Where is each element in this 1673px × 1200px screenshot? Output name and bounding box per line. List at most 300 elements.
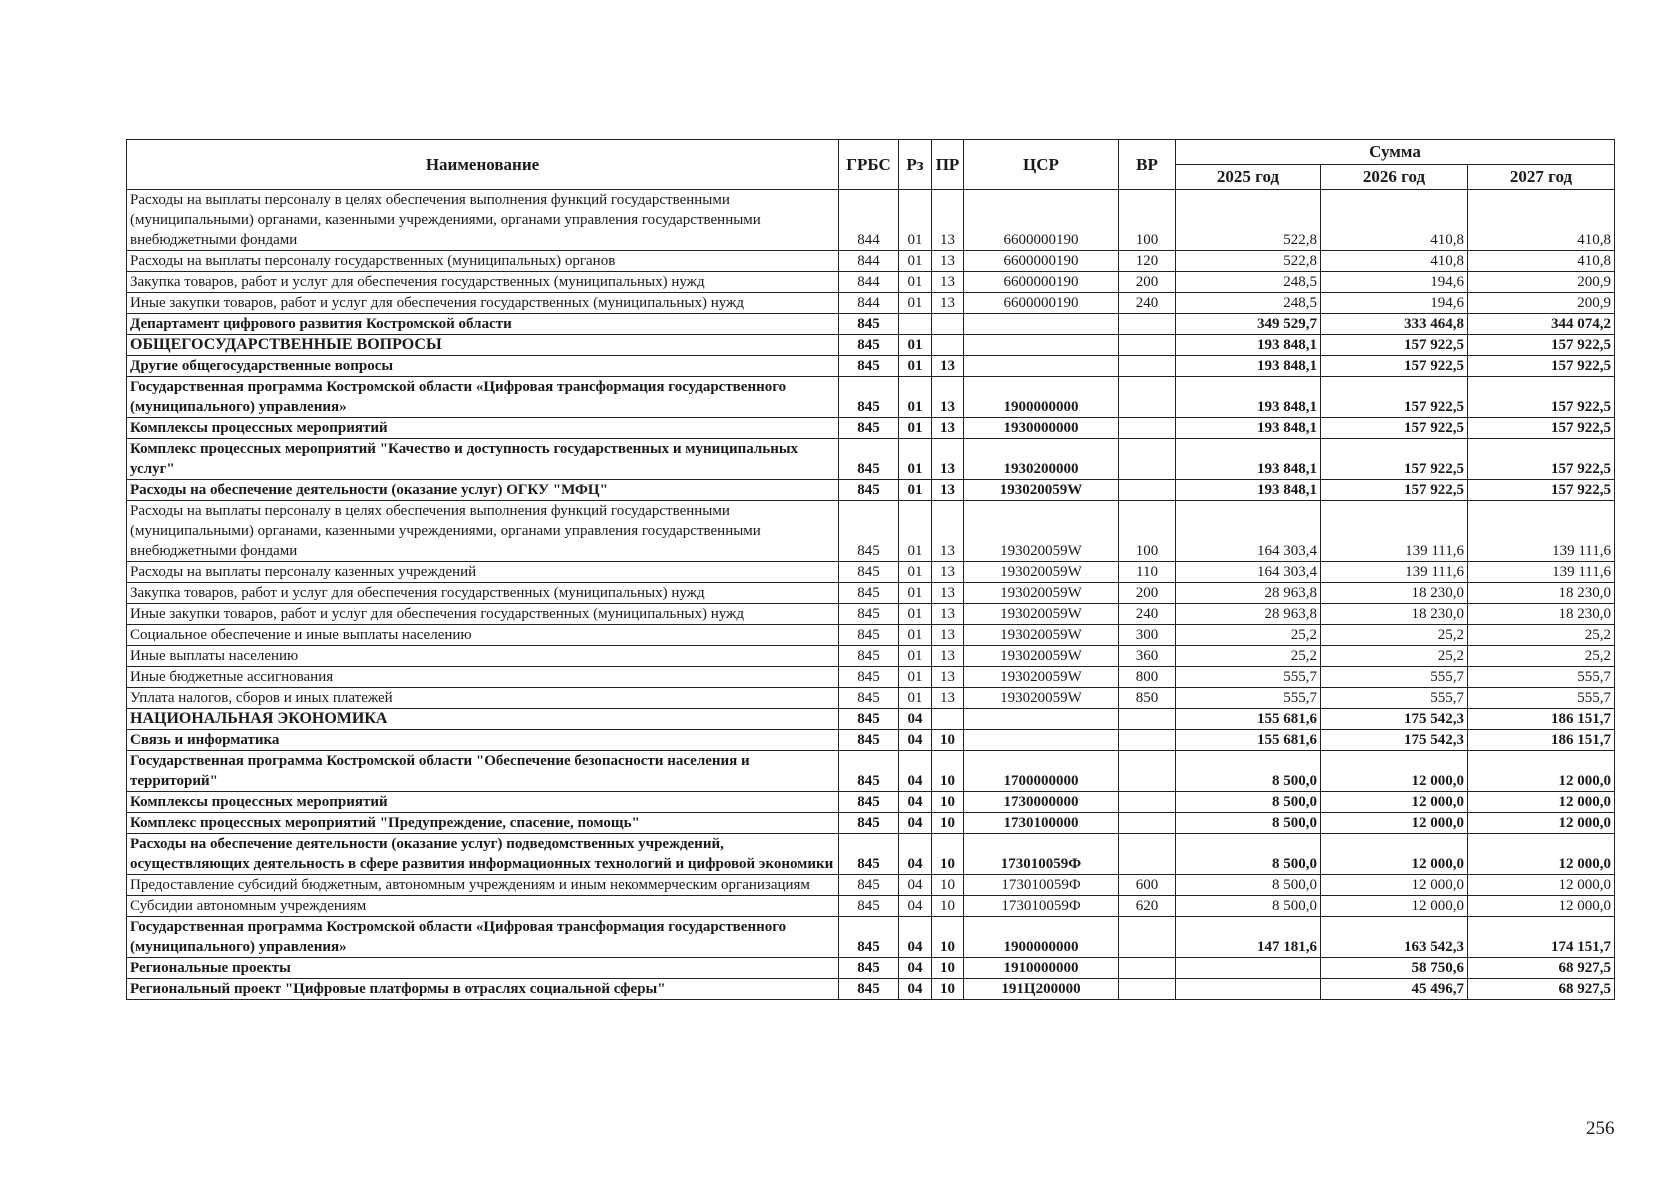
cell-vr <box>1119 979 1176 1000</box>
cell-grbs: 845 <box>839 834 899 875</box>
cell-sum-2026: 157 922,5 <box>1321 335 1468 356</box>
cell-sum-2026: 139 111,6 <box>1321 501 1468 562</box>
cell-name: Региональные проекты <box>127 958 839 979</box>
cell-sum-2026: 12 000,0 <box>1321 792 1468 813</box>
cell-rz: 04 <box>899 813 932 834</box>
cell-name: Закупка товаров, работ и услуг для обеспечения государственных (муниципальных) нужд <box>127 583 839 604</box>
cell-sum-2027: 344 074,2 <box>1468 314 1615 335</box>
cell-sum-2026: 157 922,5 <box>1321 377 1468 418</box>
cell-sum-2027: 139 111,6 <box>1468 562 1615 583</box>
cell-pr: 13 <box>932 562 964 583</box>
cell-csr: 6600000190 <box>964 190 1119 251</box>
cell-rz: 04 <box>899 834 932 875</box>
table-row <box>127 314 1615 335</box>
table-row <box>127 625 1615 646</box>
cell-name: Закупка товаров, работ и услуг для обеспечения государственных (муниципальных) нужд <box>127 272 839 293</box>
table-header-row <box>127 140 1615 165</box>
header-2027: 2027 год <box>1468 165 1615 190</box>
cell-rz: 01 <box>899 562 932 583</box>
cell-name: НАЦИОНАЛЬНАЯ ЭКОНОМИКА <box>127 709 839 730</box>
cell-grbs: 845 <box>839 751 899 792</box>
cell-pr: 10 <box>932 958 964 979</box>
header-2025: 2025 год <box>1176 165 1321 190</box>
cell-grbs: 845 <box>839 335 899 356</box>
cell-sum-2025: 555,7 <box>1176 688 1321 709</box>
cell-grbs: 845 <box>839 501 899 562</box>
table-row <box>127 730 1615 751</box>
cell-pr: 13 <box>932 439 964 480</box>
cell-rz: 01 <box>899 688 932 709</box>
cell-grbs: 844 <box>839 190 899 251</box>
table-row <box>127 667 1615 688</box>
cell-rz: 01 <box>899 625 932 646</box>
cell-name: Иные выплаты населению <box>127 646 839 667</box>
cell-name: Иные закупки товаров, работ и услуг для обеспечения государственных (муниципальных) нужд <box>127 604 839 625</box>
cell-sum-2027: 157 922,5 <box>1468 480 1615 501</box>
cell-sum-2027: 157 922,5 <box>1468 439 1615 480</box>
header-name: Наименование <box>127 140 839 190</box>
cell-rz: 01 <box>899 501 932 562</box>
table-row <box>127 646 1615 667</box>
table-row <box>127 896 1615 917</box>
cell-grbs: 845 <box>839 604 899 625</box>
cell-rz: 01 <box>899 439 932 480</box>
cell-sum-2026: 194,6 <box>1321 293 1468 314</box>
cell-sum-2026: 333 464,8 <box>1321 314 1468 335</box>
cell-sum-2026: 25,2 <box>1321 625 1468 646</box>
cell-rz: 04 <box>899 875 932 896</box>
cell-pr: 10 <box>932 875 964 896</box>
table-row <box>127 418 1615 439</box>
cell-pr: 10 <box>932 896 964 917</box>
cell-pr: 13 <box>932 480 964 501</box>
header-2026: 2026 год <box>1321 165 1468 190</box>
cell-sum-2026: 410,8 <box>1321 251 1468 272</box>
cell-csr: 1730100000 <box>964 813 1119 834</box>
cell-pr: 10 <box>932 792 964 813</box>
cell-sum-2027: 12 000,0 <box>1468 875 1615 896</box>
cell-sum-2026: 555,7 <box>1321 688 1468 709</box>
cell-sum-2025: 8 500,0 <box>1176 875 1321 896</box>
cell-sum-2025: 193 848,1 <box>1176 356 1321 377</box>
cell-sum-2027: 157 922,5 <box>1468 418 1615 439</box>
cell-pr <box>932 335 964 356</box>
cell-rz: 04 <box>899 792 932 813</box>
cell-pr: 13 <box>932 418 964 439</box>
cell-vr: 800 <box>1119 667 1176 688</box>
cell-sum-2025: 193 848,1 <box>1176 377 1321 418</box>
header-rz: Рз <box>899 140 932 190</box>
cell-pr <box>932 314 964 335</box>
cell-sum-2026: 410,8 <box>1321 190 1468 251</box>
cell-sum-2027: 555,7 <box>1468 688 1615 709</box>
cell-sum-2027: 200,9 <box>1468 272 1615 293</box>
cell-sum-2026: 194,6 <box>1321 272 1468 293</box>
cell-sum-2026: 157 922,5 <box>1321 480 1468 501</box>
cell-csr: 193020059W <box>964 646 1119 667</box>
table-row <box>127 792 1615 813</box>
cell-sum-2027: 139 111,6 <box>1468 501 1615 562</box>
cell-sum-2027: 12 000,0 <box>1468 834 1615 875</box>
cell-vr: 100 <box>1119 190 1176 251</box>
cell-pr: 10 <box>932 813 964 834</box>
cell-pr: 13 <box>932 583 964 604</box>
cell-sum-2026: 12 000,0 <box>1321 896 1468 917</box>
cell-csr: 6600000190 <box>964 251 1119 272</box>
cell-vr <box>1119 730 1176 751</box>
cell-vr: 200 <box>1119 272 1176 293</box>
cell-sum-2025: 248,5 <box>1176 272 1321 293</box>
cell-name: Иные бюджетные ассигнования <box>127 667 839 688</box>
cell-rz: 01 <box>899 272 932 293</box>
cell-sum-2025: 28 963,8 <box>1176 604 1321 625</box>
cell-vr <box>1119 356 1176 377</box>
cell-vr <box>1119 917 1176 958</box>
cell-pr: 13 <box>932 272 964 293</box>
cell-grbs: 845 <box>839 583 899 604</box>
cell-pr <box>932 709 964 730</box>
cell-sum-2025: 147 181,6 <box>1176 917 1321 958</box>
cell-csr: 193020059W <box>964 625 1119 646</box>
cell-sum-2025: 8 500,0 <box>1176 813 1321 834</box>
cell-sum-2025: 193 848,1 <box>1176 335 1321 356</box>
cell-pr: 13 <box>932 251 964 272</box>
cell-vr: 300 <box>1119 625 1176 646</box>
header-sum: Сумма <box>1176 140 1615 165</box>
cell-sum-2027: 12 000,0 <box>1468 813 1615 834</box>
cell-vr: 100 <box>1119 501 1176 562</box>
cell-rz: 01 <box>899 377 932 418</box>
cell-grbs: 845 <box>839 813 899 834</box>
cell-vr <box>1119 813 1176 834</box>
cell-sum-2025: 555,7 <box>1176 667 1321 688</box>
table-body <box>127 190 1615 1000</box>
cell-csr <box>964 314 1119 335</box>
cell-csr: 1700000000 <box>964 751 1119 792</box>
cell-sum-2027: 18 230,0 <box>1468 604 1615 625</box>
cell-grbs: 845 <box>839 562 899 583</box>
cell-rz: 04 <box>899 730 932 751</box>
cell-name: Комплексы процессных мероприятий <box>127 418 839 439</box>
cell-csr: 173010059Ф <box>964 834 1119 875</box>
cell-csr <box>964 709 1119 730</box>
cell-vr: 240 <box>1119 604 1176 625</box>
table-row <box>127 709 1615 730</box>
cell-csr: 193020059W <box>964 583 1119 604</box>
cell-csr: 1900000000 <box>964 917 1119 958</box>
cell-sum-2027: 186 151,7 <box>1468 730 1615 751</box>
cell-sum-2026: 25,2 <box>1321 646 1468 667</box>
cell-csr <box>964 335 1119 356</box>
cell-grbs: 845 <box>839 792 899 813</box>
table-row <box>127 834 1615 875</box>
cell-sum-2026: 58 750,6 <box>1321 958 1468 979</box>
cell-pr: 13 <box>932 190 964 251</box>
cell-sum-2026: 12 000,0 <box>1321 751 1468 792</box>
cell-csr: 1930000000 <box>964 418 1119 439</box>
cell-rz: 04 <box>899 709 932 730</box>
cell-grbs: 845 <box>839 896 899 917</box>
cell-sum-2025 <box>1176 979 1321 1000</box>
cell-sum-2026: 139 111,6 <box>1321 562 1468 583</box>
table-row <box>127 356 1615 377</box>
cell-pr: 13 <box>932 501 964 562</box>
cell-pr: 13 <box>932 667 964 688</box>
cell-name: Государственная программа Костромской области «Цифровая трансформация государственного (муниципального) управления» <box>127 377 839 418</box>
cell-grbs: 845 <box>839 314 899 335</box>
cell-name: ОБЩЕГОСУДАРСТВЕННЫЕ ВОПРОСЫ <box>127 335 839 356</box>
cell-csr: 173010059Ф <box>964 875 1119 896</box>
cell-grbs: 845 <box>839 875 899 896</box>
cell-csr: 6600000190 <box>964 293 1119 314</box>
cell-rz: 04 <box>899 958 932 979</box>
table-row <box>127 875 1615 896</box>
table-row <box>127 501 1615 562</box>
cell-pr: 13 <box>932 356 964 377</box>
cell-name: Государственная программа Костромской области «Цифровая трансформация государственного (муниципального) управления» <box>127 917 839 958</box>
cell-name: Связь и информатика <box>127 730 839 751</box>
cell-grbs: 845 <box>839 625 899 646</box>
cell-sum-2027: 410,8 <box>1468 190 1615 251</box>
cell-csr: 193020059W <box>964 501 1119 562</box>
cell-sum-2027: 157 922,5 <box>1468 356 1615 377</box>
cell-csr: 1730000000 <box>964 792 1119 813</box>
cell-vr <box>1119 709 1176 730</box>
cell-grbs: 845 <box>839 667 899 688</box>
cell-grbs: 845 <box>839 439 899 480</box>
cell-vr <box>1119 751 1176 792</box>
cell-sum-2026: 18 230,0 <box>1321 583 1468 604</box>
cell-vr: 200 <box>1119 583 1176 604</box>
cell-vr: 620 <box>1119 896 1176 917</box>
cell-csr <box>964 730 1119 751</box>
table-row <box>127 979 1615 1000</box>
cell-name: Расходы на выплаты персоналу в целях обеспечения выполнения функций государственными (муниципальными) органами, казенными учреждениями, органами управления государственными внебюджетными фондами <box>127 501 839 562</box>
table-row <box>127 917 1615 958</box>
cell-csr <box>964 356 1119 377</box>
cell-vr: 360 <box>1119 646 1176 667</box>
cell-sum-2026: 157 922,5 <box>1321 439 1468 480</box>
cell-sum-2026: 12 000,0 <box>1321 813 1468 834</box>
cell-csr: 1930200000 <box>964 439 1119 480</box>
table-row <box>127 439 1615 480</box>
cell-csr: 1910000000 <box>964 958 1119 979</box>
cell-name: Региональный проект "Цифровые платформы в отраслях социальной сферы" <box>127 979 839 1000</box>
cell-sum-2025: 164 303,4 <box>1176 562 1321 583</box>
cell-pr: 13 <box>932 688 964 709</box>
cell-vr <box>1119 439 1176 480</box>
cell-pr: 10 <box>932 979 964 1000</box>
cell-vr: 110 <box>1119 562 1176 583</box>
cell-sum-2025: 248,5 <box>1176 293 1321 314</box>
cell-sum-2027: 12 000,0 <box>1468 792 1615 813</box>
cell-name: Расходы на выплаты персоналу государственных (муниципальных) органов <box>127 251 839 272</box>
cell-pr: 10 <box>932 730 964 751</box>
table-row <box>127 480 1615 501</box>
cell-grbs: 845 <box>839 480 899 501</box>
header-vr: ВР <box>1119 140 1176 190</box>
cell-grbs: 845 <box>839 917 899 958</box>
cell-sum-2027: 68 927,5 <box>1468 979 1615 1000</box>
cell-vr <box>1119 480 1176 501</box>
cell-vr: 600 <box>1119 875 1176 896</box>
cell-rz: 04 <box>899 979 932 1000</box>
cell-pr: 13 <box>932 646 964 667</box>
cell-csr: 193020059W <box>964 480 1119 501</box>
cell-name: Предоставление субсидий бюджетным, автономным учреждениям и иным некоммерческим организациям <box>127 875 839 896</box>
cell-sum-2027: 200,9 <box>1468 293 1615 314</box>
cell-vr: 240 <box>1119 293 1176 314</box>
cell-grbs: 845 <box>839 958 899 979</box>
cell-sum-2027: 157 922,5 <box>1468 377 1615 418</box>
budget-table <box>126 139 1615 1000</box>
cell-sum-2027: 25,2 <box>1468 646 1615 667</box>
cell-rz: 01 <box>899 480 932 501</box>
cell-name: Иные закупки товаров, работ и услуг для обеспечения государственных (муниципальных) нужд <box>127 293 839 314</box>
table-row <box>127 562 1615 583</box>
cell-grbs: 845 <box>839 688 899 709</box>
cell-grbs: 844 <box>839 272 899 293</box>
cell-rz: 01 <box>899 667 932 688</box>
cell-sum-2026: 555,7 <box>1321 667 1468 688</box>
cell-sum-2025: 193 848,1 <box>1176 439 1321 480</box>
cell-rz: 04 <box>899 751 932 792</box>
cell-vr: 120 <box>1119 251 1176 272</box>
cell-rz: 01 <box>899 251 932 272</box>
cell-sum-2025: 8 500,0 <box>1176 834 1321 875</box>
cell-sum-2025: 155 681,6 <box>1176 730 1321 751</box>
cell-rz: 01 <box>899 293 932 314</box>
cell-sum-2026: 157 922,5 <box>1321 418 1468 439</box>
cell-rz: 01 <box>899 583 932 604</box>
cell-csr: 193020059W <box>964 604 1119 625</box>
cell-csr: 193020059W <box>964 667 1119 688</box>
cell-sum-2025: 349 529,7 <box>1176 314 1321 335</box>
cell-name: Социальное обеспечение и иные выплаты населению <box>127 625 839 646</box>
cell-vr <box>1119 834 1176 875</box>
cell-vr <box>1119 792 1176 813</box>
table-row <box>127 293 1615 314</box>
cell-name: Комплексы процессных мероприятий <box>127 792 839 813</box>
cell-sum-2025: 8 500,0 <box>1176 751 1321 792</box>
cell-sum-2027: 12 000,0 <box>1468 751 1615 792</box>
cell-pr: 13 <box>932 625 964 646</box>
cell-pr: 10 <box>932 834 964 875</box>
cell-sum-2027: 157 922,5 <box>1468 335 1615 356</box>
cell-name: Департамент цифрового развития Костромской области <box>127 314 839 335</box>
cell-sum-2027: 186 151,7 <box>1468 709 1615 730</box>
cell-sum-2026: 12 000,0 <box>1321 875 1468 896</box>
cell-sum-2027: 68 927,5 <box>1468 958 1615 979</box>
page-number: 256 <box>1586 1118 1615 1139</box>
cell-grbs: 844 <box>839 251 899 272</box>
cell-rz <box>899 314 932 335</box>
cell-sum-2025: 522,8 <box>1176 190 1321 251</box>
cell-rz: 01 <box>899 190 932 251</box>
cell-csr: 191Ц200000 <box>964 979 1119 1000</box>
cell-csr: 193020059W <box>964 562 1119 583</box>
cell-grbs: 845 <box>839 356 899 377</box>
header-grbs: ГРБС <box>839 140 899 190</box>
table-row <box>127 272 1615 293</box>
table-row <box>127 813 1615 834</box>
cell-sum-2025: 8 500,0 <box>1176 896 1321 917</box>
cell-sum-2026: 18 230,0 <box>1321 604 1468 625</box>
table-row <box>127 604 1615 625</box>
cell-vr <box>1119 335 1176 356</box>
cell-grbs: 844 <box>839 293 899 314</box>
cell-sum-2025 <box>1176 958 1321 979</box>
cell-sum-2026: 175 542,3 <box>1321 730 1468 751</box>
cell-csr: 193020059W <box>964 688 1119 709</box>
cell-grbs: 845 <box>839 646 899 667</box>
cell-pr: 13 <box>932 293 964 314</box>
cell-name: Расходы на обеспечение деятельности (оказание услуг) подведомственных учреждений, осуществляющих деятельность в сфере развития информационных технологий и цифровой экономики <box>127 834 839 875</box>
cell-sum-2027: 174 151,7 <box>1468 917 1615 958</box>
cell-vr <box>1119 418 1176 439</box>
table-row <box>127 751 1615 792</box>
cell-sum-2025: 193 848,1 <box>1176 418 1321 439</box>
cell-rz: 04 <box>899 896 932 917</box>
cell-sum-2026: 12 000,0 <box>1321 834 1468 875</box>
cell-grbs: 845 <box>839 730 899 751</box>
cell-name: Комплекс процессных мероприятий "Качество и доступность государственных и муниципальных услуг" <box>127 439 839 480</box>
cell-rz: 04 <box>899 917 932 958</box>
table-row <box>127 958 1615 979</box>
cell-grbs: 845 <box>839 418 899 439</box>
cell-sum-2027: 410,8 <box>1468 251 1615 272</box>
cell-vr <box>1119 958 1176 979</box>
cell-sum-2026: 45 496,7 <box>1321 979 1468 1000</box>
cell-vr <box>1119 377 1176 418</box>
cell-sum-2027: 12 000,0 <box>1468 896 1615 917</box>
header-csr: ЦСР <box>964 140 1119 190</box>
cell-csr: 173010059Ф <box>964 896 1119 917</box>
cell-name: Расходы на выплаты персоналу казенных учреждений <box>127 562 839 583</box>
cell-sum-2025: 25,2 <box>1176 646 1321 667</box>
cell-sum-2026: 163 542,3 <box>1321 917 1468 958</box>
cell-sum-2025: 8 500,0 <box>1176 792 1321 813</box>
cell-sum-2027: 555,7 <box>1468 667 1615 688</box>
cell-rz: 01 <box>899 646 932 667</box>
cell-pr: 13 <box>932 377 964 418</box>
cell-name: Комплекс процессных мероприятий "Предупреждение, спасение, помощь" <box>127 813 839 834</box>
cell-name: Расходы на выплаты персоналу в целях обеспечения выполнения функций государственными (муниципальными) органами, казенными учреждениями, органами управления государственными внебюджетными фондами <box>127 190 839 251</box>
cell-grbs: 845 <box>839 709 899 730</box>
cell-sum-2025: 522,8 <box>1176 251 1321 272</box>
cell-sum-2027: 25,2 <box>1468 625 1615 646</box>
cell-vr <box>1119 314 1176 335</box>
cell-pr: 10 <box>932 917 964 958</box>
cell-csr: 1900000000 <box>964 377 1119 418</box>
cell-rz: 01 <box>899 335 932 356</box>
cell-name: Другие общегосударственные вопросы <box>127 356 839 377</box>
cell-sum-2025: 164 303,4 <box>1176 501 1321 562</box>
cell-rz: 01 <box>899 604 932 625</box>
cell-rz: 01 <box>899 356 932 377</box>
cell-sum-2025: 155 681,6 <box>1176 709 1321 730</box>
cell-grbs: 845 <box>839 377 899 418</box>
cell-pr: 10 <box>932 751 964 792</box>
cell-vr: 850 <box>1119 688 1176 709</box>
cell-grbs: 845 <box>839 979 899 1000</box>
table-row <box>127 251 1615 272</box>
cell-pr: 13 <box>932 604 964 625</box>
cell-sum-2026: 157 922,5 <box>1321 356 1468 377</box>
cell-csr: 6600000190 <box>964 272 1119 293</box>
cell-name: Расходы на обеспечение деятельности (оказание услуг) ОГКУ "МФЦ" <box>127 480 839 501</box>
cell-name: Субсидии автономным учреждениям <box>127 896 839 917</box>
